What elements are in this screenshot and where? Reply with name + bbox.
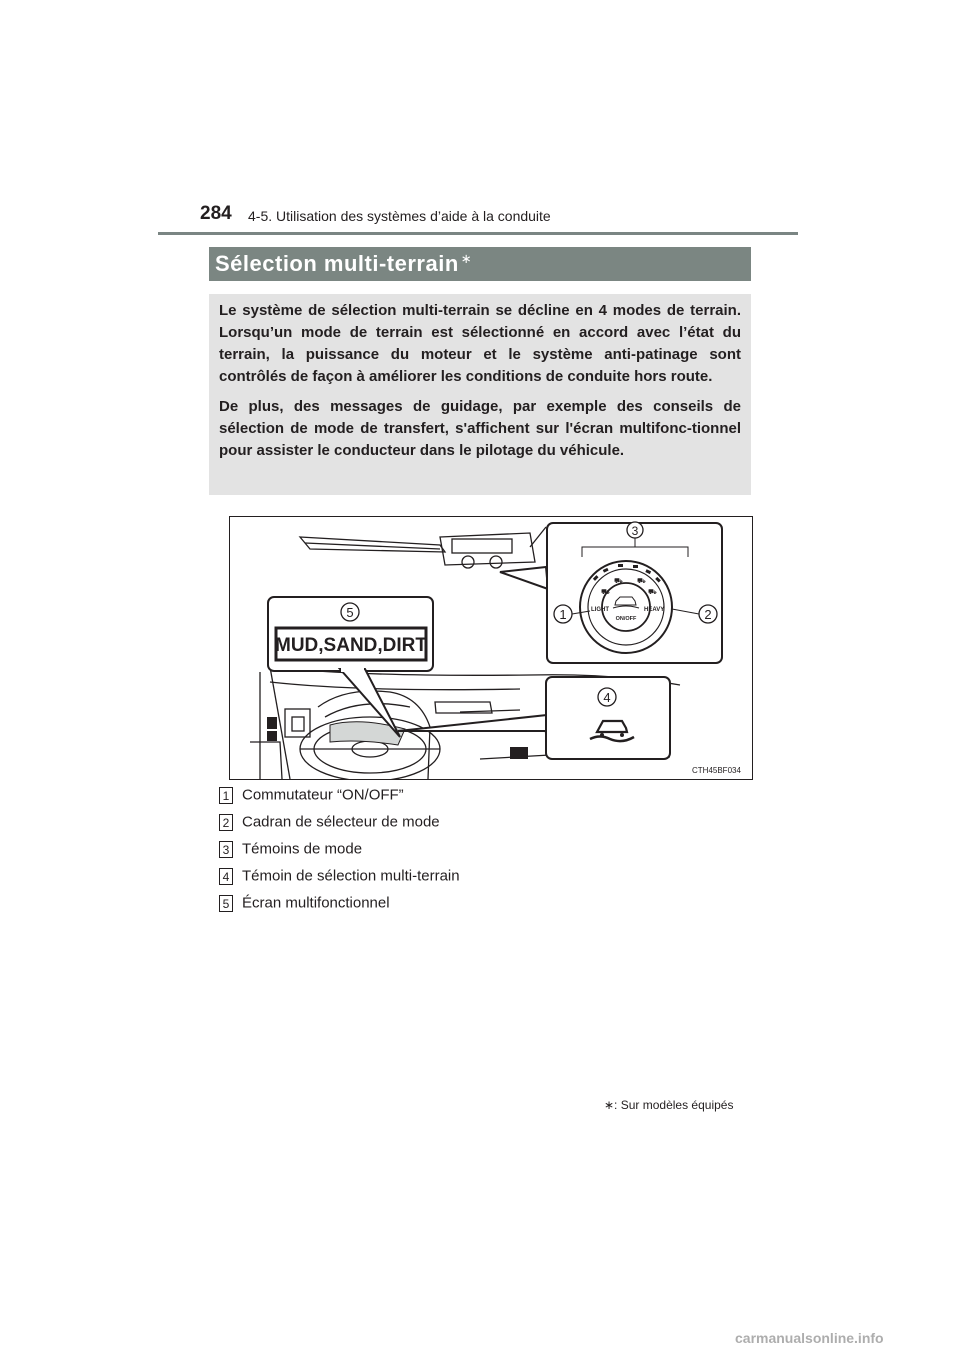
page-number: 284 (200, 203, 232, 224)
dashboard-drawing (230, 517, 752, 779)
legend-text: Commutateur “ON/OFF” (242, 786, 404, 804)
section-title-bar (209, 247, 751, 281)
legend-item-2 (219, 813, 440, 833)
legend-number: 3 (219, 841, 233, 858)
legend-text: Témoins de mode (242, 840, 363, 858)
legend-item-3 (219, 840, 362, 860)
callout-2: 2 (704, 607, 712, 622)
footnote: ∗: Sur modèles équipés (604, 1098, 734, 1112)
dial-onoff-label: ON/OFF (615, 616, 637, 622)
intro-paragraph-2: De plus, des messages de guidage, par exemple des conseils de sélection de mode de transfert, s'affichent sur l'écran multifonc-tionnel pour assister le conducteur dans le pilotage du véhicule. (219, 398, 741, 459)
svg-text:⛟: ⛟ (601, 589, 610, 596)
callout-5: 5 (346, 605, 354, 620)
legend-number: 5 (219, 895, 233, 912)
watermark: carmanualsonline.info (735, 1330, 884, 1346)
dial-light-label: LIGHT (591, 607, 609, 613)
legend-number: 2 (219, 814, 233, 831)
section-title (215, 251, 472, 277)
legend-item-5 (219, 894, 390, 914)
intro-paragraph-1: Le système de sélection multi-terrain se décline en 4 modes de terrain. Lorsqu’un mode de terrain est sélectionné en accord avec l’état du terrain, la puissance du moteur et le système anti-patinage sont contrôlés de façon à améliorer les conditions de conduite hors route. (219, 302, 741, 385)
svg-text:⛟: ⛟ (637, 578, 646, 585)
title-asterisk: ∗ (460, 251, 473, 266)
display-mode-text: MUD,SAND,DIRT (275, 635, 427, 656)
legend-item-4 (219, 867, 460, 887)
header-divider (158, 232, 798, 235)
legend-number: 4 (219, 868, 233, 885)
dial-heavy-label: HEAVY (644, 607, 665, 613)
chapter-title: 4-5. Utilisation des systèmes d’aide à la conduite (248, 208, 551, 224)
legend-text: Écran multifonctionnel (242, 894, 390, 912)
callout-3: 3 (631, 524, 639, 538)
figure-code: CTH45BF034 (692, 766, 741, 775)
legend-text: Cadran de sélecteur de mode (242, 813, 440, 831)
svg-text:⛟: ⛟ (648, 589, 657, 596)
legend-text: Témoin de sélection multi-terrain (242, 867, 460, 885)
dashboard-illustration (229, 516, 753, 780)
callout-1: 1 (559, 607, 567, 622)
section-title-text: Sélection multi-terrain (215, 251, 459, 276)
legend-item-1 (219, 786, 404, 806)
svg-text:⛟: ⛟ (614, 578, 623, 585)
callout-4: 4 (603, 690, 611, 705)
intro-box (209, 294, 751, 495)
legend-number: 1 (219, 787, 233, 804)
